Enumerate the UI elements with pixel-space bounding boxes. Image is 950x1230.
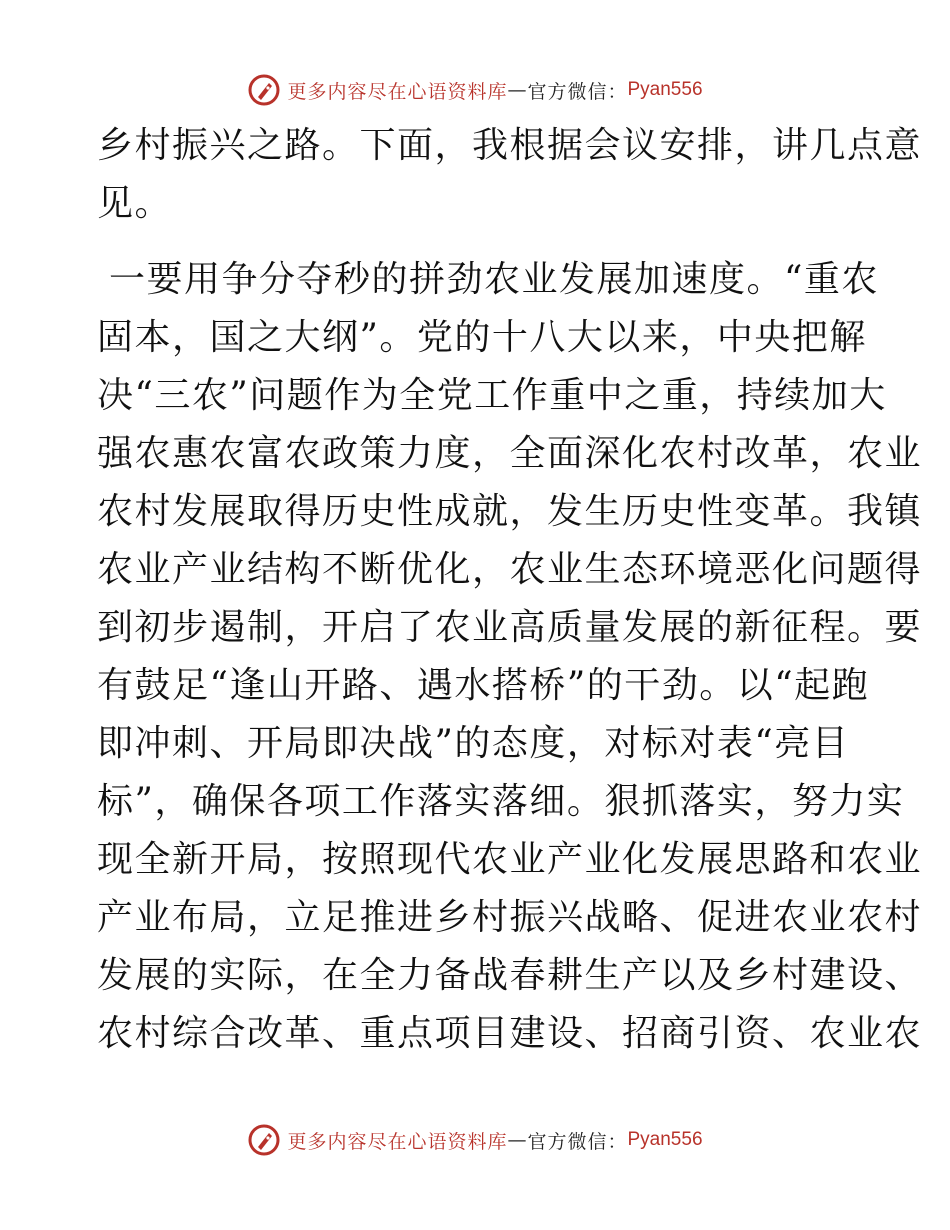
text-line: 产业布局，立足推进乡村振兴战略、促进农业农村 [97,897,923,938]
paragraph [97,117,923,233]
text-line: 强农惠农富农政策力度，全面深化农村改革，农业 [97,433,923,474]
banner-dash: — [507,79,528,101]
text-line: 到初步遏制，开启了农业高质量发展的新征程。要 [97,607,923,648]
paragraph [97,251,923,1063]
text-line: 即冲刺、开局即决战”的态度，对标对表“亮目 [97,723,850,764]
text-line: 一要用争分夺秒的拼劲农业发展加速度。“重农 [109,259,879,300]
text-line: 农村综合改革、重点项目建设、招商引资、农业农 [97,1013,923,1054]
text-line: 决“三农”问题作为全党工作重中之重，持续加大 [97,375,887,416]
text-line: 乡村振兴之路。下面，我根据会议安排，讲几点意 [97,125,923,166]
banner-site-text: 更多内容尽在心语资料库 [287,1130,508,1153]
banner-wechat-id: Pyan556 [627,1129,703,1150]
text-line: 有鼓足“逢山开路、遇水搭桥”的干劲。以“起跑 [97,665,870,706]
pen-nib-logo-icon [247,1123,281,1157]
text-line: 标”，确保各项工作落实落细。狠抓落实，努力实 [97,781,905,822]
banner-wechat-id: Pyan556 [627,79,703,100]
header-banner [0,70,950,110]
banner-wechat-label: 官方微信： [527,1130,628,1153]
banner-wechat-label: 官方微信： [527,80,628,103]
text-line: 农业产业结构不断优化，农业生态环境恶化问题得 [97,549,923,590]
banner-dash: — [507,1129,528,1151]
text-line: 见。 [97,183,173,224]
footer-banner [0,1120,950,1160]
banner-site-text: 更多内容尽在心语资料库 [287,80,508,103]
text-line: 固本，国之大纲”。党的十八大以来，中央把解 [97,317,867,358]
text-line: 现全新开局，按照现代农业产业化发展思路和农业 [97,839,923,880]
pen-nib-logo-icon [247,73,281,107]
text-line: 农村发展取得历史性成就，发生历史性变革。我镇 [97,491,923,532]
text-line: 发展的实际，在全力备战春耕生产以及乡村建设、 [97,955,923,996]
document-body [97,117,923,1063]
